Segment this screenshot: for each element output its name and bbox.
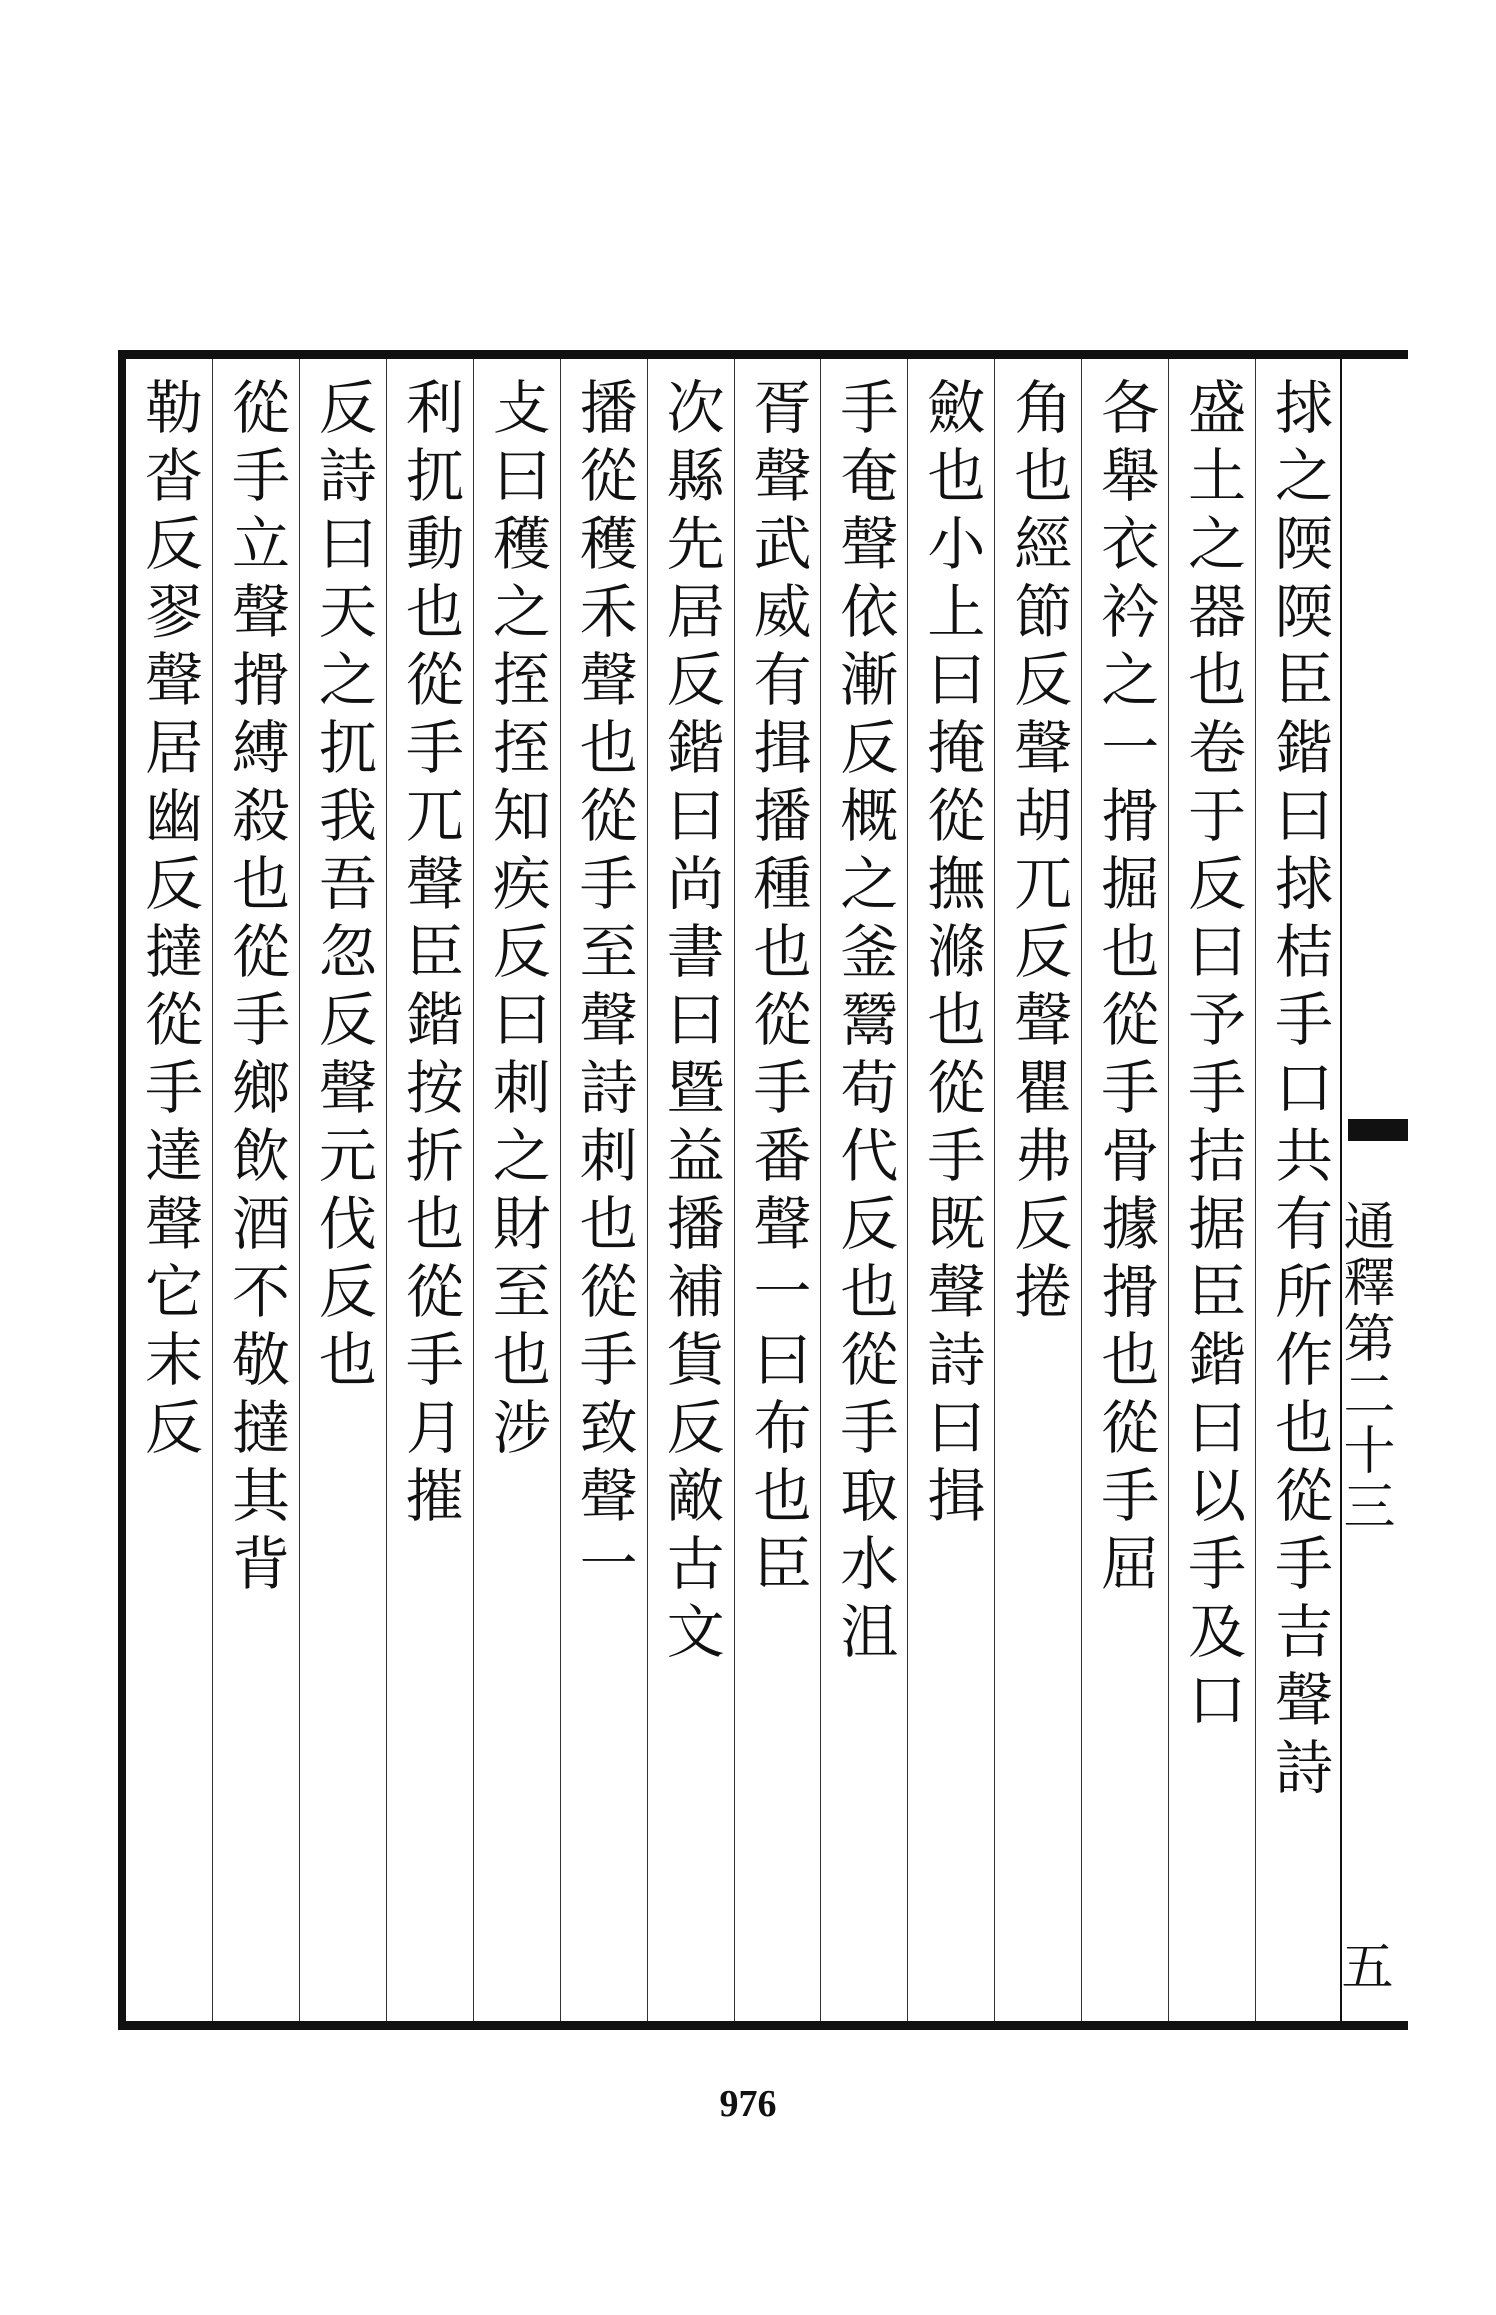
text-column [1168, 359, 1255, 2021]
text-column [560, 359, 647, 2021]
text-column [647, 359, 734, 2021]
text-columns [126, 359, 1342, 2021]
text-column [994, 359, 1081, 2021]
column-text: 播從穫禾聲也從手至聲詩刺也從手致聲一 [569, 377, 638, 1601]
column-text: 手奄聲依漸反概之釜鬵苟代反也從手取水沮 [830, 377, 899, 1669]
page-frame [118, 350, 1408, 2030]
gutter-title: 通釋第二十三 [1334, 1199, 1394, 1535]
text-column [386, 359, 473, 2021]
text-column [907, 359, 994, 2021]
column-text: 捄之陾陾臣鍇曰捄桔手口共有所作也從手吉聲詩 [1265, 377, 1334, 1805]
column-text: 利扤動也從手兀聲臣鍇按折也從手月摧 [395, 377, 464, 1533]
text-column [734, 359, 821, 2021]
column-text: 攴曰穫之挃挃知疾反曰刺之財至也涉 [482, 377, 551, 1465]
gutter [1332, 359, 1408, 2021]
text-column [1081, 359, 1168, 2021]
column-text: 斂也小上曰掩從撫滌也從手既聲詩曰揖 [917, 377, 986, 1533]
text-column [1255, 359, 1342, 2021]
text-column [212, 359, 299, 2021]
text-column [473, 359, 560, 2021]
text-column [820, 359, 907, 2021]
column-text: 胥聲武威有揖播種也從手番聲一曰布也臣 [743, 377, 812, 1601]
text-column [126, 359, 212, 2021]
gutter-folio: 五 [1332, 1939, 1392, 1991]
page-number: 976 [719, 2083, 777, 2125]
column-text: 次縣先居反鍇曰尚書曰暨益播補貨反敵古文 [656, 377, 725, 1669]
column-text: 勒沓反翏聲居幽反撻從手達聲它末反 [135, 377, 204, 1465]
text-column [299, 359, 386, 2021]
column-text: 反詩曰天之扤我吾忽反聲元伐反也 [308, 377, 377, 1397]
column-text: 角也經節反聲胡兀反聲瞿弗反捲 [1004, 377, 1073, 1329]
column-text: 各舉衣衿之一搰掘也從手骨據搰也從手屈 [1091, 377, 1160, 1601]
column-text: 盛土之器也卷于反曰予手拮据臣鍇曰以手及口 [1178, 377, 1247, 1737]
gutter-fishtail-mark [1348, 1119, 1408, 1141]
column-text: 從手立聲搰縛殺也從手鄉飲酒不敬撻其背 [221, 377, 290, 1601]
